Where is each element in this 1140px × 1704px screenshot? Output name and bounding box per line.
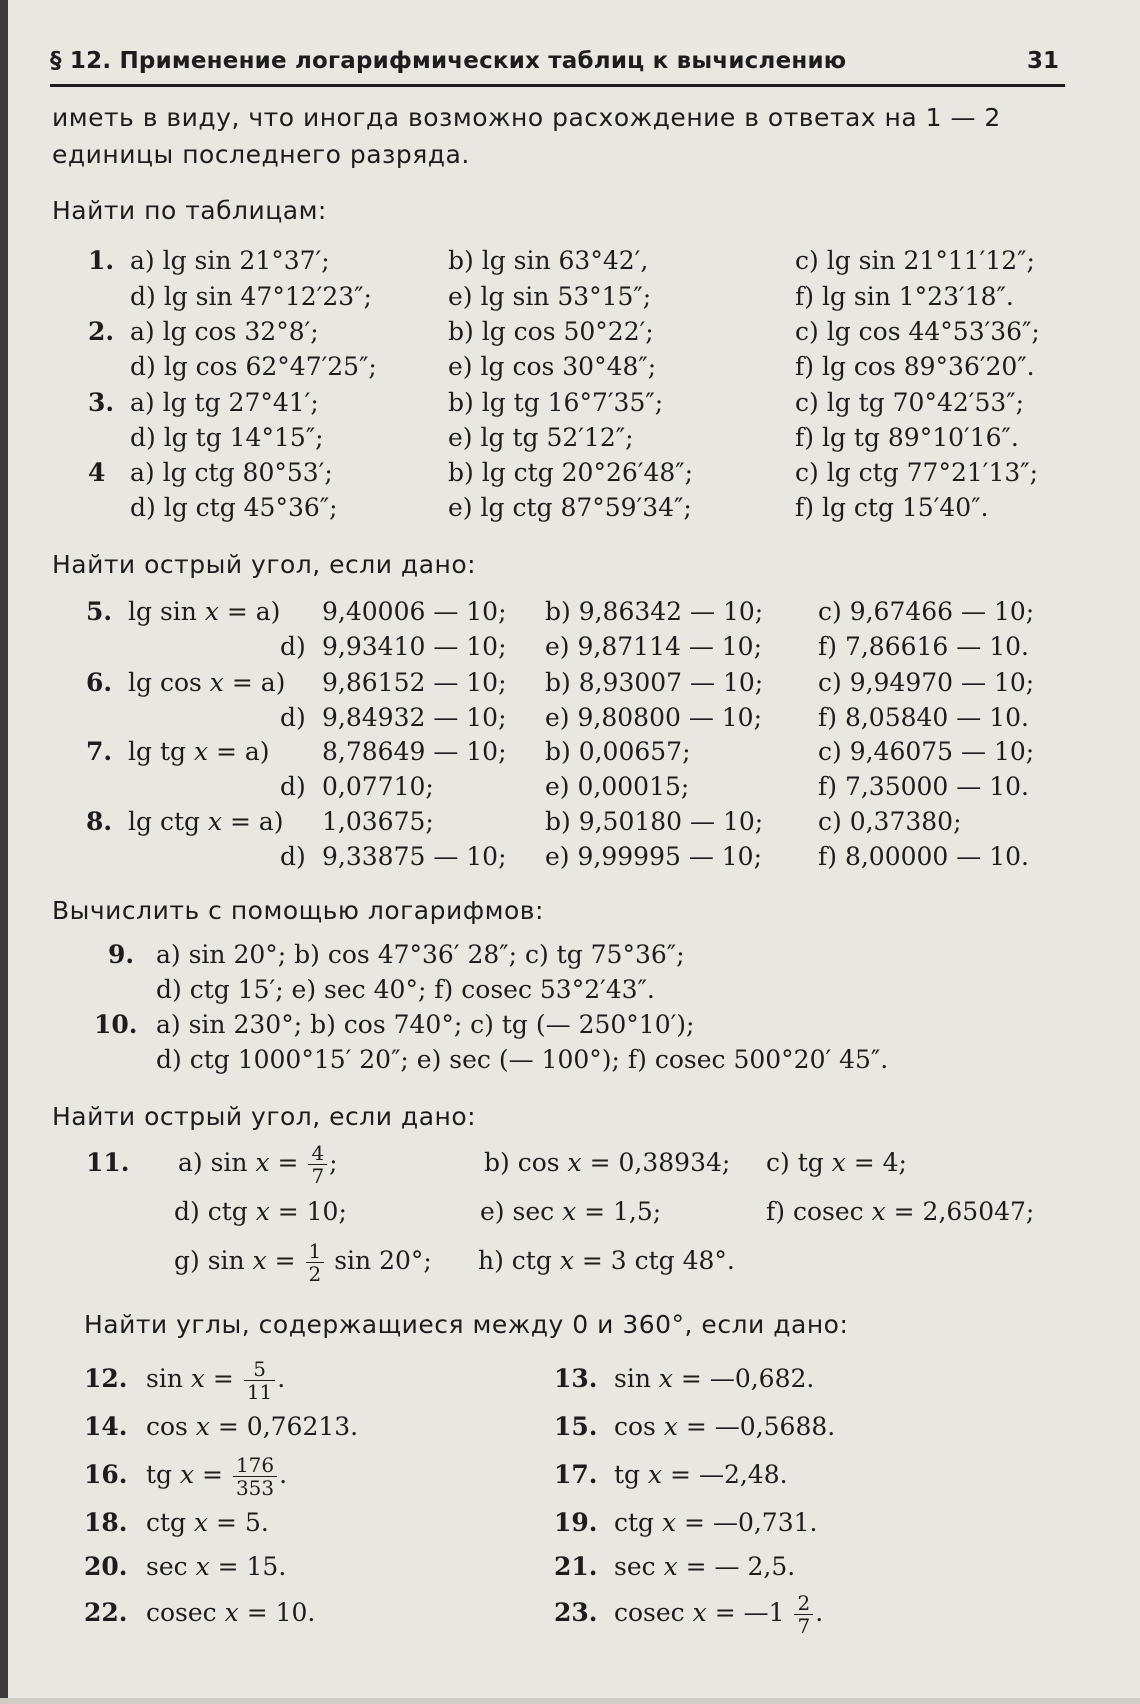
ex9-line-1: a) sin 20°; b) cos 47°36′ 28″; c) tg 75°36″; xyxy=(156,940,685,969)
header-title: § 12. Применение логарифмических таблиц к вычислению xyxy=(50,48,847,74)
ex-item-c: c) lg ctg 77°21′13″; xyxy=(795,458,1039,487)
ex-item-b: b) 8,93007 — 10; xyxy=(545,668,764,697)
ex11-item-f: f) cosec x = 2,65047; xyxy=(766,1197,1035,1226)
ex-item-f: f) 8,05840 — 10. xyxy=(818,703,1029,732)
section-heading-tables: Найти по таблицам: xyxy=(52,196,327,225)
ex-item-c: c) lg tg 70°42′53″; xyxy=(795,388,1025,417)
exercise-number: 23. xyxy=(554,1598,598,1627)
exercise-number: 5. xyxy=(86,597,113,626)
exercise-number: 11. xyxy=(86,1148,130,1177)
ex10-line-2: d) ctg 1000°15′ 20″; e) sec (— 100°); f) cosec 500°20′ 45″. xyxy=(156,1045,889,1074)
ex21-condition: sec x = — 2,5. xyxy=(614,1552,796,1581)
exercise-number: 6. xyxy=(86,668,113,697)
ex-item-e: e) lg tg 52′12″; xyxy=(448,423,634,452)
ex18-condition: ctg x = 5. xyxy=(146,1508,269,1537)
exercise-number: 19. xyxy=(554,1508,598,1537)
ex-item-c: c) 9,46075 — 10; xyxy=(818,737,1035,766)
ex-condition: lg cos x = a) xyxy=(128,668,286,697)
exercise-number: 10. xyxy=(94,1010,138,1039)
ex-item-f: f) lg tg 89°10′16″. xyxy=(795,423,1019,452)
exercise-number: 21. xyxy=(554,1552,598,1581)
ex11-item-d: d) ctg x = 10; xyxy=(174,1197,347,1226)
ex15-condition: cos x = —0,5688. xyxy=(614,1412,836,1441)
exercise-number: 18. xyxy=(84,1508,128,1537)
ex-condition: lg sin x = a) xyxy=(128,597,281,626)
exercise-number: 8. xyxy=(86,807,113,836)
exercise-number: 22. xyxy=(84,1598,128,1627)
ex-item-e: e) 0,00015; xyxy=(545,772,690,801)
ex20-condition: sec x = 15. xyxy=(146,1552,287,1581)
ex19-condition: ctg x = —0,731. xyxy=(614,1508,818,1537)
ex-item-f: f) lg cos 89°36′20″. xyxy=(795,352,1035,381)
page-bottom-edge xyxy=(0,1698,1140,1704)
ex-item-d: 9,93410 — 10; xyxy=(322,632,507,661)
ex-item-e: e) 9,87114 — 10; xyxy=(545,632,763,661)
ex-item-e: e) lg ctg 87°59′34″; xyxy=(448,493,692,522)
ex22-condition: cosec x = 10. xyxy=(146,1598,316,1627)
ex-item-b: b) lg tg 16°7′35″; xyxy=(448,388,664,417)
section-heading-acute-angle-2: Найти острый угол, если дано: xyxy=(52,1102,477,1131)
ex-item-a: 9,86152 — 10; xyxy=(322,668,507,697)
exercise-number: 7. xyxy=(86,737,113,766)
ex11-item-c: c) tg x = 4; xyxy=(766,1148,907,1177)
ex-condition: lg ctg x = a) xyxy=(128,807,284,836)
exercise-number: 16. xyxy=(84,1460,128,1489)
ex16-condition: tg x = $\frac{176}{353}$ . xyxy=(146,1453,288,1500)
ex-item-c: c) 0,37380; xyxy=(818,807,962,836)
fraction: $\frac{2}{7}$ xyxy=(794,1592,813,1637)
exercise-number: 1. xyxy=(88,246,115,275)
ex-item-a: 9,40006 — 10; xyxy=(322,597,507,626)
ex-label-d: d) xyxy=(280,632,306,661)
ex-item-b: b) 9,86342 — 10; xyxy=(545,597,764,626)
ex-item-d: d) lg sin 47°12′23″; xyxy=(130,282,372,311)
page-binding-shadow xyxy=(0,0,8,1704)
ex-item-f: f) 8,00000 — 10. xyxy=(818,842,1029,871)
ex-label-d: d) xyxy=(280,842,306,871)
ex-item-f: f) lg ctg 15′40″. xyxy=(795,493,989,522)
ex11-item-g: g) sin x = $\frac{1}{2}$ sin 20°; xyxy=(174,1239,432,1286)
exercise-number: 14. xyxy=(84,1412,128,1441)
intro-line-2: единицы последнего разряда. xyxy=(52,140,470,169)
section-heading-acute-angle: Найти острый угол, если дано: xyxy=(52,550,477,579)
ex-item-a: 8,78649 — 10; xyxy=(322,737,507,766)
ex-item-e: e) 9,99995 — 10; xyxy=(545,842,763,871)
ex-item-f: f) 7,86616 — 10. xyxy=(818,632,1029,661)
running-header xyxy=(50,44,1065,84)
ex-item-a: a) lg ctg 80°53′; xyxy=(130,458,333,487)
exercise-number: 12. xyxy=(84,1364,128,1393)
ex11-item-e: e) sec x = 1,5; xyxy=(480,1197,662,1226)
ex-item-c: c) 9,94970 — 10; xyxy=(818,668,1035,697)
exercise-number: 15. xyxy=(554,1412,598,1441)
ex-label-d: d) xyxy=(280,703,306,732)
ex-item-d: 9,84932 — 10; xyxy=(322,703,507,732)
ex-item-b: b) lg sin 63°42′, xyxy=(448,246,649,275)
ex-item-b: b) 0,00657; xyxy=(545,737,691,766)
ex-item-e: e) lg cos 30°48″; xyxy=(448,352,657,381)
exercise-number: 20. xyxy=(84,1552,128,1581)
ex-item-e: e) lg sin 53°15″; xyxy=(448,282,652,311)
ex11-item-a: a) sin x = $\frac{4}{7}$ ; xyxy=(178,1141,338,1188)
exercise-number: 2. xyxy=(88,317,115,346)
ex12-condition: sin x = $\frac{5}{11}$ . xyxy=(146,1357,286,1404)
fraction: $\frac{176}{353}$ xyxy=(233,1454,277,1499)
section-heading-angles-0-360: Найти углы, содержащиеся между 0 и 360°, если дано: xyxy=(84,1310,849,1339)
header-rule xyxy=(50,84,1065,87)
exercise-number: 3. xyxy=(88,388,115,417)
intro-line-1: иметь в виду, что иногда возможно расхождение в ответах на 1 — 2 xyxy=(52,103,1001,132)
ex-item-c: c) lg sin 21°11′12″; xyxy=(795,246,1035,275)
ex-item-c: c) 9,67466 — 10; xyxy=(818,597,1035,626)
ex-item-b: b) lg cos 50°22′; xyxy=(448,317,654,346)
ex-item-d: d) lg tg 14°15″; xyxy=(130,423,324,452)
ex13-condition: sin x = —0,682. xyxy=(614,1364,815,1393)
ex-condition: lg tg x = a) xyxy=(128,737,270,766)
ex-item-d: d) lg ctg 45°36″; xyxy=(130,493,338,522)
ex-item-d: d) lg cos 62°47′25″; xyxy=(130,352,377,381)
ex-item-a: a) lg tg 27°41′; xyxy=(130,388,319,417)
ex17-condition: tg x = —2,48. xyxy=(614,1460,788,1489)
ex-item-a: 1,03675; xyxy=(322,807,434,836)
fraction: $\frac{4}{7}$ xyxy=(308,1142,327,1187)
exercise-number: 9. xyxy=(108,940,135,969)
ex-item-d: 0,07710; xyxy=(322,772,434,801)
exercise-number: 13. xyxy=(554,1364,598,1393)
ex-item-a: a) lg sin 21°37′; xyxy=(130,246,330,275)
ex-item-f: f) 7,35000 — 10. xyxy=(818,772,1029,801)
fraction: $\frac{1}{2}$ xyxy=(306,1240,325,1285)
ex-item-c: c) lg cos 44°53′36″; xyxy=(795,317,1040,346)
ex10-line-1: a) sin 230°; b) cos 740°; c) tg (— 250°10′); xyxy=(156,1010,695,1039)
ex-label-d: d) xyxy=(280,772,306,801)
fraction: $\frac{5}{11}$ xyxy=(244,1358,275,1403)
ex23-condition: cosec x = —1 $\frac{2}{7}$ . xyxy=(614,1591,824,1638)
ex11-item-h: h) ctg x = 3 ctg 48°. xyxy=(478,1246,735,1275)
exercise-number: 4 xyxy=(88,458,106,487)
ex-item-e: e) 9,80800 — 10; xyxy=(545,703,763,732)
ex-item-f: f) lg sin 1°23′18″. xyxy=(795,282,1014,311)
ex9-line-2: d) ctg 15′; e) sec 40°; f) cosec 53°2′43″. xyxy=(156,975,655,1004)
section-heading-compute: Вычислить с помощью логарифмов: xyxy=(52,896,544,925)
ex11-item-b: b) cos x = 0,38934; xyxy=(484,1148,731,1177)
page-number: 31 xyxy=(1026,48,1059,74)
ex-item-b: b) 9,50180 — 10; xyxy=(545,807,764,836)
ex-item-a: a) lg cos 32°8′; xyxy=(130,317,319,346)
ex14-condition: cos x = 0,76213. xyxy=(146,1412,359,1441)
ex-item-d: 9,33875 — 10; xyxy=(322,842,507,871)
ex-item-b: b) lg ctg 20°26′48″; xyxy=(448,458,694,487)
exercise-number: 17. xyxy=(554,1460,598,1489)
